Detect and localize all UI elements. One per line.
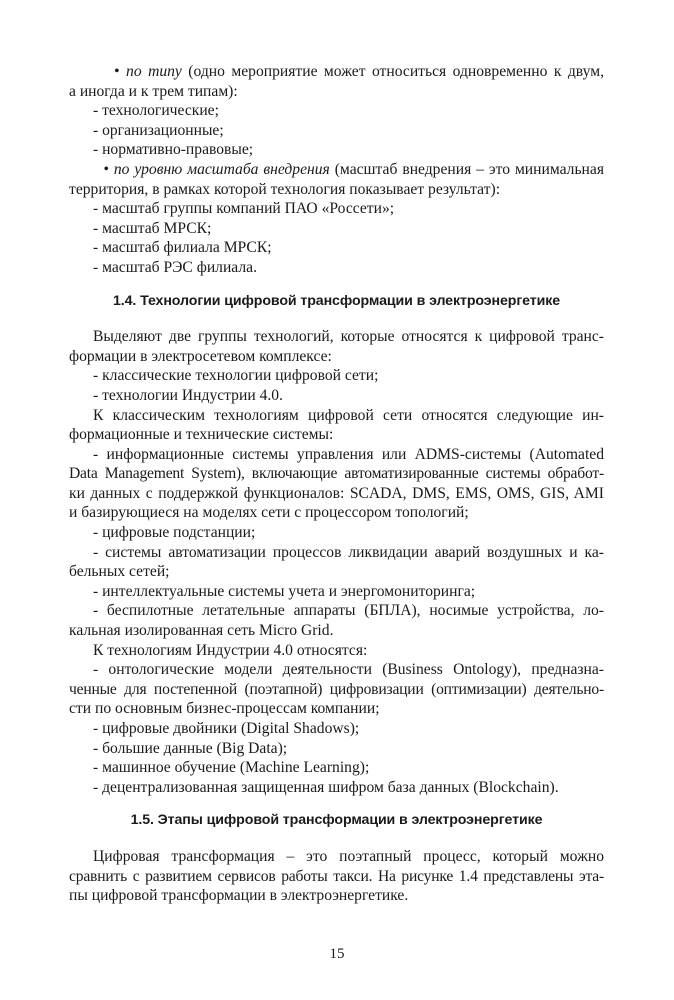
text-line: К технологиям Индустрии 4.0 относятся: [93,641,368,659]
text-line: - масштаб группы компаний ПАО «Россети»; [93,200,395,218]
text-line: ченные для постепенной (поэтапной) цифровизации (оптимизации) деятельно- [69,680,604,698]
text-line: территория, в рамках которой технология показывает результат): [69,180,501,198]
text-line: - технологические; [93,102,219,120]
text-line: - масштаб филиала МРСК; [93,239,272,257]
text-line: - организационные; [93,121,224,139]
text-line: • по типу (одно мероприятие может относиться одновременно к двум, [69,63,604,80]
text-line: - децентрализованная защищенная шифром база данных (Blockchain). [93,778,559,796]
text-line: ки данных с поддержкой функционалов: SCADA, DMS, EMS, OMS, GIS, AMI [69,484,604,502]
text-line: Выделяют две группы технологий, которые относятся к цифровой транс- [93,328,604,346]
page-number: 15 [329,946,345,962]
text-line: формационные и технические системы: [69,426,334,444]
text-line: - технологии Индустрии 4.0. [93,386,283,404]
text-line: Цифровая трансформация – это поэтапный процесс, который можно [93,847,604,865]
text-line: • по уровню масштаба внедрения (масштаб внедрения – это минимальная [69,160,604,178]
text-line: формации в электросетевом комплексе: [69,347,332,365]
text-line: - беспилотные летательные аппараты (БПЛА), носимые устройства, ло- [93,602,604,620]
text-line: кальная изолированная сеть Micro Grid. [69,622,334,640]
text-line: Data Management System), включающие автоматизированные системы обработ- [69,465,604,483]
text-line: - масштаб МРСК; [93,219,212,237]
text-line: и базирующиеся на моделях сети с процессором топологий; [69,504,469,522]
text-line: - нормативно-правовые; [93,141,254,159]
emphasis-text: по типу [126,63,182,80]
emphasis-text: по уровню масштаба внедрения [113,160,330,178]
text-line: - цифровые двойники (Digital Shadows); [93,720,360,737]
text-line: - онтологические модели деятельности (Business Ontology), предназна- [93,661,604,679]
text-line: - машинное обучение (Machine Learning); [93,759,370,777]
page-body [69,62,604,906]
text-line: - информационные системы управления или ADMS-системы (Automated [93,445,604,463]
text-line: а иногда и к трем типам): [69,82,238,100]
text-line: бельных сетей; [69,563,170,581]
text-line: пы цифровой трансформации в электроэнергетике. [69,887,409,905]
text-line: - системы автоматизации процессов ликвидации аварий воздушных и ка- [93,543,604,561]
text-line: сти по основным бизнес-процессам компании; [69,700,380,718]
section-heading: 1.4. Технологии цифровой трансформации в электроэнергетике [112,292,560,309]
text-line: - интеллектуальные системы учета и энергомониторинга; [93,582,476,600]
section-heading: 1.5. Этапы цифровой трансформации в электроэнергетике [130,812,543,829]
text-line: - цифровые подстанции; [93,524,256,542]
text-line: - классические технологии цифровой сети; [93,367,379,385]
text-line: - масштаб РЭС филиала. [93,258,257,276]
text-line: сравнить с развитием сервисов работы такси. На рисунке 1.4 представлены эта- [69,867,604,885]
text-line: К классическим технологиям цифровой сети относятся следующие ин- [93,406,604,424]
text-line: - большие данные (Big Data); [93,739,288,757]
